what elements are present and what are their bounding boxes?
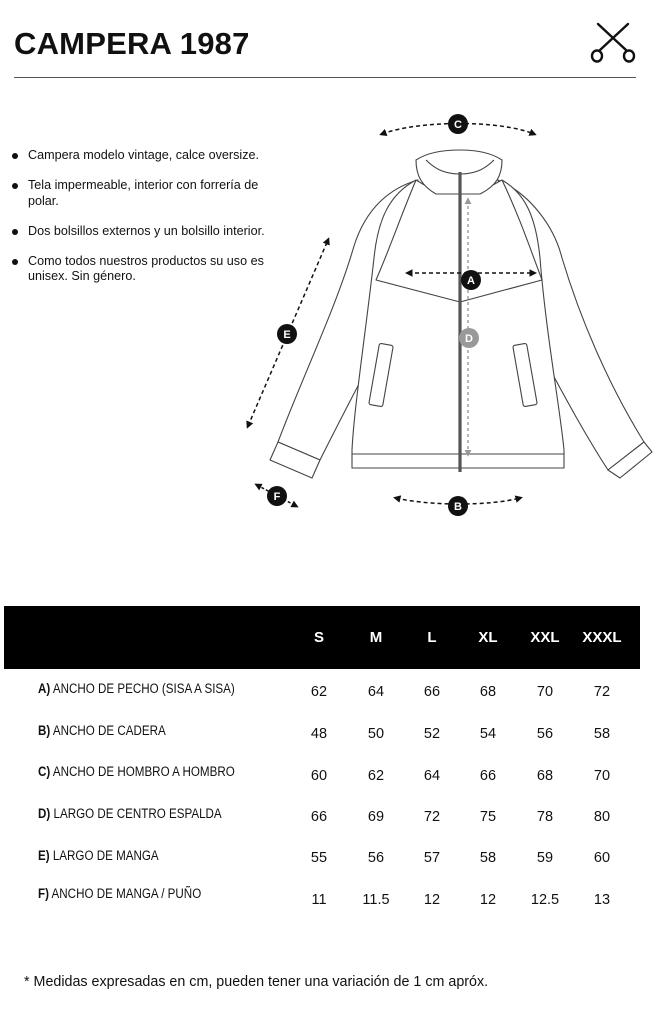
table-cell: 54	[479, 726, 497, 742]
table-cell: 62	[367, 768, 385, 784]
table-cell: 72	[593, 684, 611, 700]
table-cell: 62	[310, 684, 328, 700]
table-cell: 59	[536, 850, 554, 866]
size-header-xl: XL	[478, 629, 498, 646]
table-cell: 72	[423, 809, 441, 825]
table-cell: 68	[479, 684, 497, 700]
row-label: D) LARGO DE CENTRO ESPALDA	[38, 806, 222, 821]
svg-text:E: E	[283, 329, 291, 341]
table-cell: 78	[536, 809, 554, 825]
svg-text:B: B	[454, 501, 462, 513]
svg-text:C: C	[454, 119, 462, 131]
table-cell: 70	[536, 684, 554, 700]
table-cell: 60	[310, 768, 328, 784]
size-header-m: M	[369, 629, 383, 646]
table-cell: 75	[479, 809, 497, 825]
svg-text:F: F	[273, 491, 281, 503]
marker-c	[448, 114, 468, 134]
table-row	[0, 681, 656, 711]
table-cell: 70	[593, 768, 611, 784]
table-row	[0, 886, 656, 916]
marker-e	[277, 324, 297, 344]
table-cell: 52	[423, 726, 441, 742]
table-cell: 57	[423, 850, 441, 866]
feature-item: Tela impermeable, interior con forrería de polar.	[12, 178, 268, 209]
table-cell: 13	[593, 892, 611, 908]
marker-f	[267, 486, 287, 506]
feature-item: Campera modelo vintage, calce oversize.	[12, 148, 268, 164]
feature-item: Dos bolsillos externos y un bolsillo interior.	[12, 224, 268, 240]
table-cell: 64	[367, 684, 385, 700]
table-cell: 11.5	[362, 892, 390, 908]
row-label: C) ANCHO DE HOMBRO A HOMBRO	[38, 764, 235, 779]
table-cell: 56	[367, 850, 385, 866]
bullet-icon	[12, 183, 18, 189]
table-cell: 66	[479, 768, 497, 784]
table-cell: 12	[423, 892, 441, 908]
jacket-measurement-diagram	[240, 108, 656, 528]
size-table-header	[4, 606, 640, 669]
table-cell: 66	[310, 809, 328, 825]
bullet-icon	[12, 259, 18, 265]
table-cell: 68	[536, 768, 554, 784]
marker-a	[461, 270, 481, 290]
row-label: A) ANCHO DE PECHO (SISA A SISA)	[38, 681, 235, 696]
size-header-xxxl: XXXL	[582, 629, 622, 646]
feature-list	[12, 148, 268, 299]
row-label: F) ANCHO DE MANGA / PUÑO	[38, 886, 202, 901]
size-header-s: S	[313, 629, 324, 646]
table-cell: 58	[593, 726, 611, 742]
marker-d	[459, 328, 479, 348]
table-cell: 50	[367, 726, 385, 742]
table-cell: 80	[593, 809, 611, 825]
size-header-xxl: XXL	[530, 629, 560, 646]
feature-item: Como todos nuestros productos su uso es unisex. Sin género.	[12, 254, 268, 285]
table-cell: 12	[479, 892, 497, 908]
footnote: * Medidas expresadas en cm, pueden tener una variación de 1 cm apróx.	[24, 974, 489, 990]
row-label: E) LARGO DE MANGA	[38, 848, 159, 863]
table-cell: 69	[367, 809, 385, 825]
svg-text:A: A	[467, 275, 475, 287]
svg-text:D: D	[465, 333, 473, 345]
table-row	[0, 723, 656, 753]
table-cell: 12.5	[530, 892, 560, 908]
row-label: B) ANCHO DE CADERA	[38, 723, 166, 738]
table-cell: 60	[593, 850, 611, 866]
bullet-icon	[12, 153, 18, 159]
table-cell: 55	[310, 850, 328, 866]
title-divider	[14, 77, 636, 78]
table-cell: 48	[310, 726, 328, 742]
table-cell: 64	[423, 768, 441, 784]
bullet-icon	[12, 229, 18, 235]
marker-b	[448, 496, 468, 516]
table-cell: 58	[479, 850, 497, 866]
table-row	[0, 848, 656, 878]
table-cell: 56	[536, 726, 554, 742]
table-row	[0, 764, 656, 794]
table-cell: 11	[311, 892, 327, 908]
table-cell: 66	[423, 684, 441, 700]
scissors-icon	[590, 20, 636, 64]
page-title: CAMPERA 1987	[14, 26, 250, 61]
table-row	[0, 806, 656, 836]
size-header-l: L	[427, 629, 437, 646]
